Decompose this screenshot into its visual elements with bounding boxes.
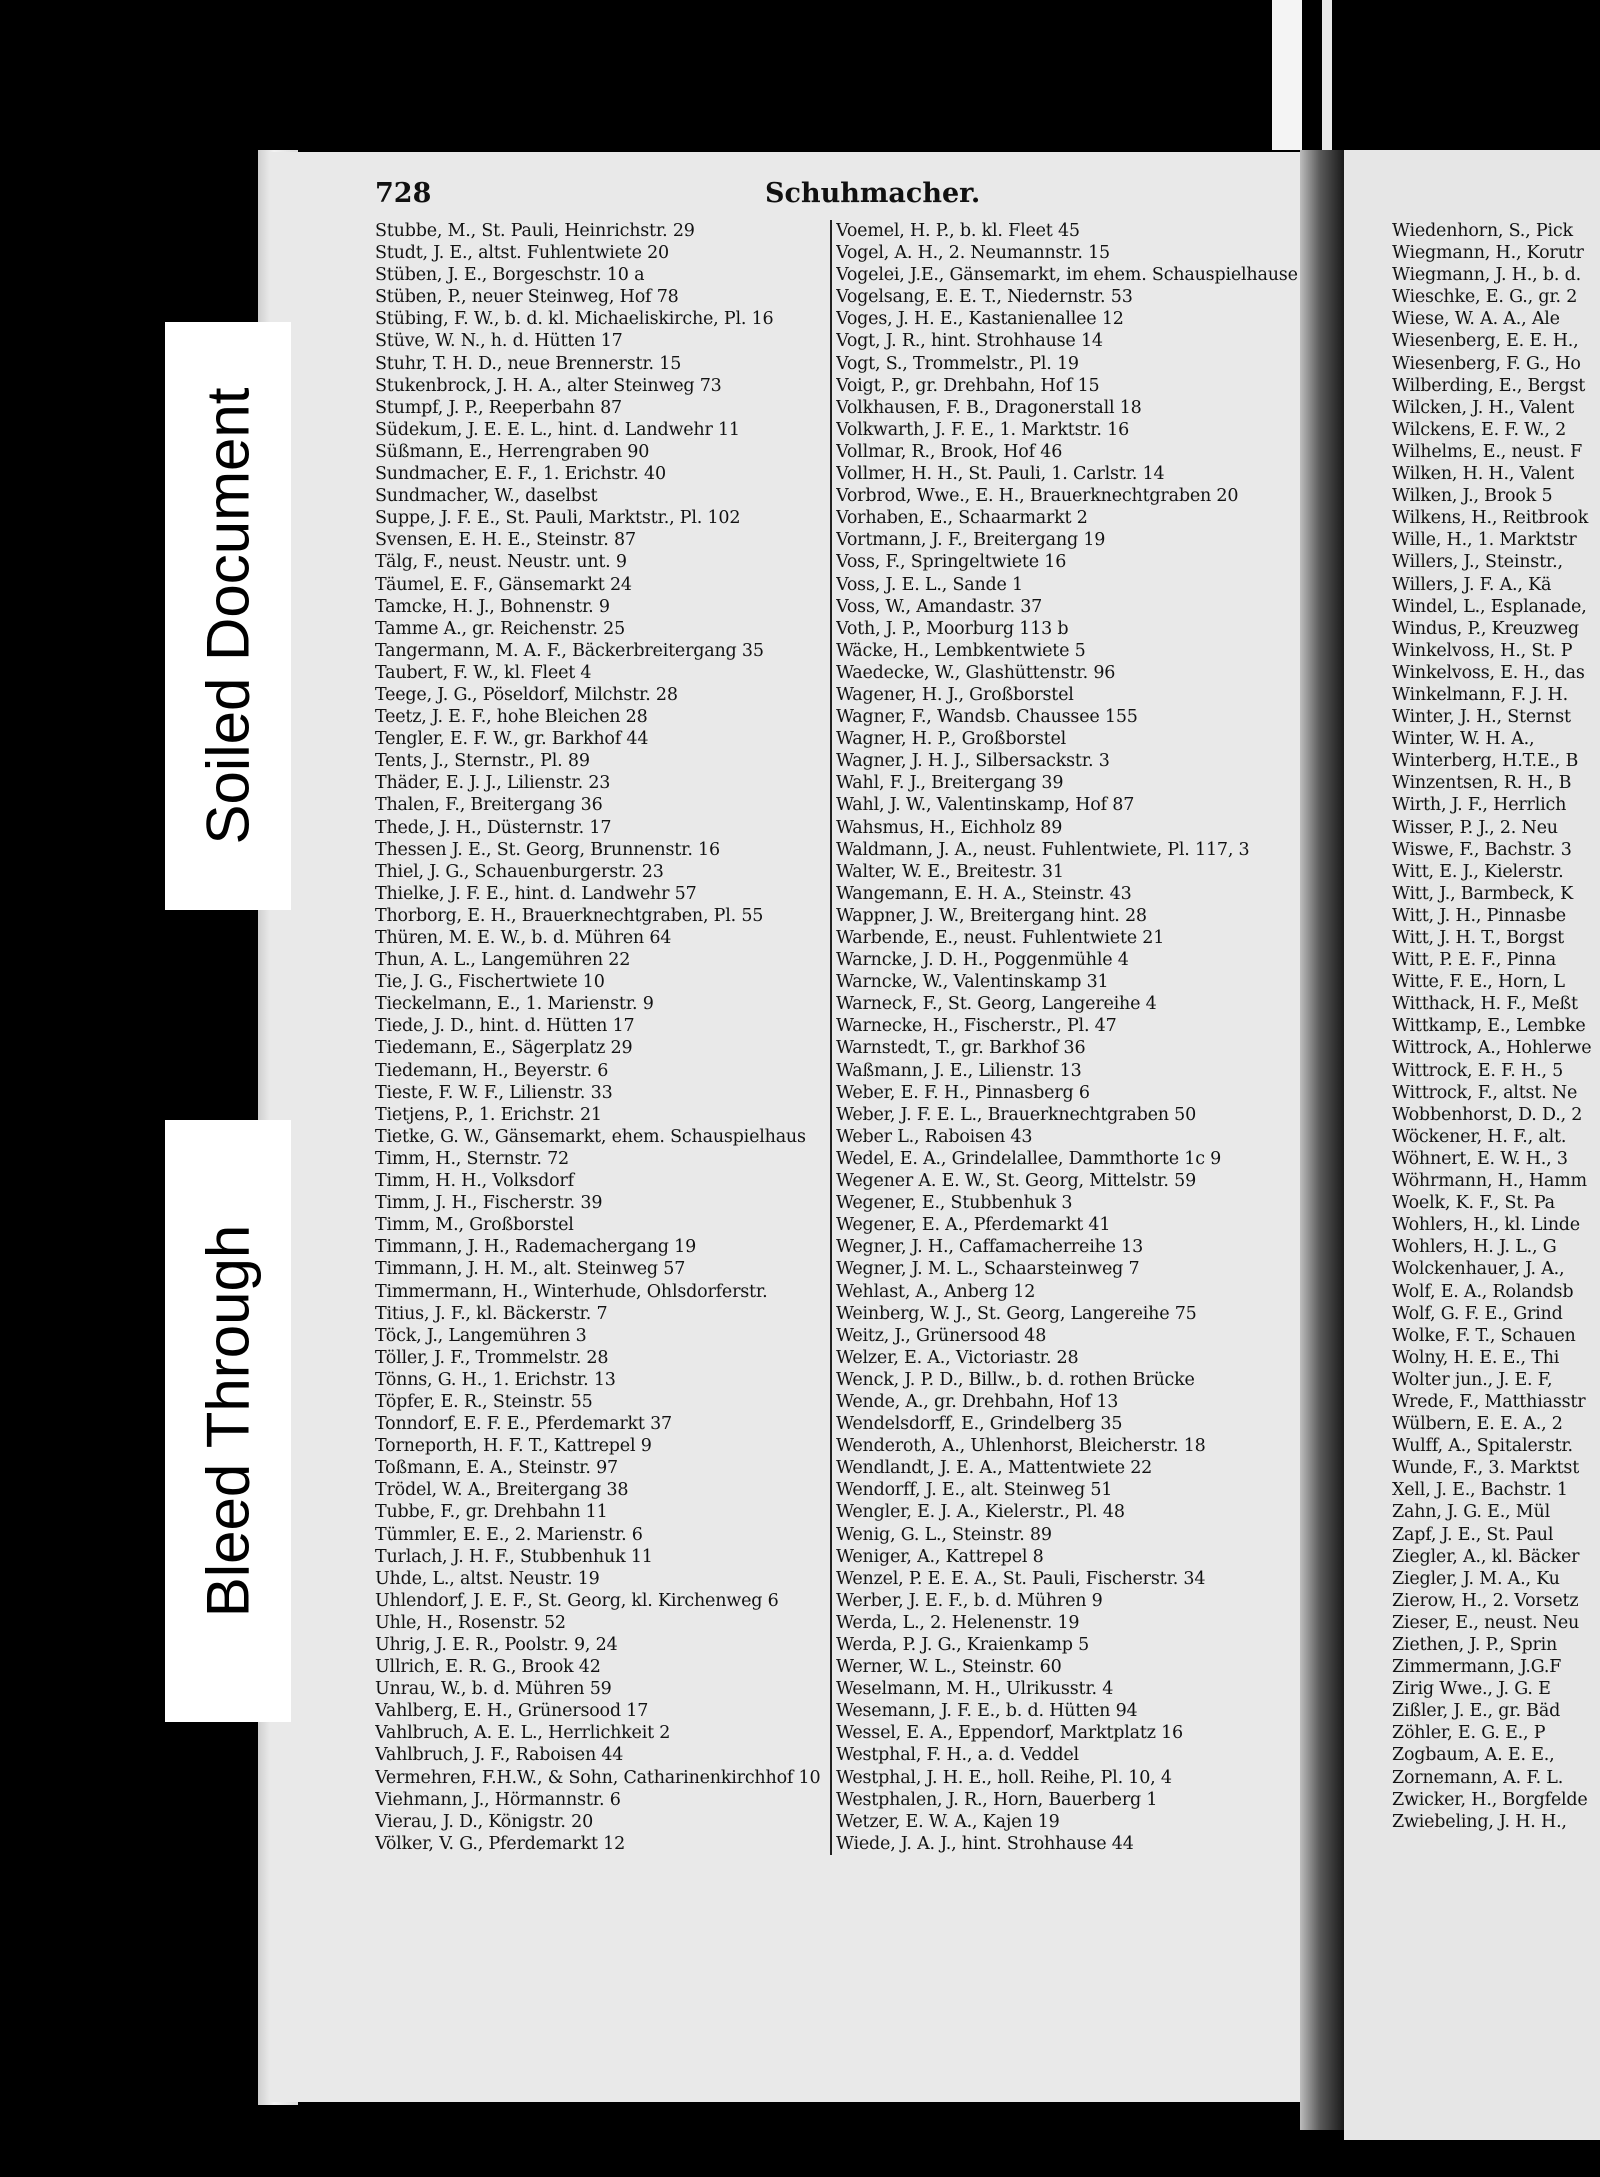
directory-entry: Wendelsdorff, E., Grindelberg 35	[836, 1414, 1123, 1435]
directory-entry: Timm, J. H., Fischerstr. 39	[375, 1193, 603, 1214]
directory-entry: Wolke, F. T., Schauen	[1392, 1325, 1576, 1346]
directory-entry: Vortmann, J. F., Breitergang 19	[836, 530, 1106, 551]
directory-entry: Wieschke, E. G., gr. 2	[1392, 287, 1578, 308]
directory-entry: Wahl, F. J., Breitergang 39	[836, 773, 1064, 794]
book-gutter	[1300, 150, 1344, 2130]
directory-entry: Wendorff, J. E., alt. Steinweg 51	[836, 1480, 1113, 1501]
directory-entry: Vahlbruch, A. E. L., Herrlichkeit 2	[375, 1723, 671, 1744]
directory-entry: Suppe, J. F. E., St. Pauli, Marktstr., Pl. 102	[375, 508, 741, 529]
directory-entry: Willers, J., Steinstr.,	[1392, 552, 1563, 573]
directory-entry: Wagner, H. P., Großborstel	[836, 729, 1067, 750]
directory-entry: Winkelvoss, E. H., das	[1392, 662, 1585, 683]
directory-entry: Vahlbruch, J. F., Raboisen 44	[375, 1745, 624, 1766]
directory-column-right	[1392, 220, 1600, 1833]
directory-entry: Wittrock, E. F. H., 5	[1392, 1060, 1564, 1081]
directory-entry: Zwiebeling, J. H. H.,	[1392, 1811, 1567, 1832]
directory-entry: Warncke, W., Valentinskamp 31	[836, 972, 1109, 993]
directory-entry: Wille, H., 1. Marktstr	[1392, 530, 1577, 551]
directory-entry: Weber, J. F. E. L., Brauerknechtgraben 50	[836, 1104, 1197, 1125]
directory-entry: Uhrig, J. E. R., Poolstr. 9, 24	[375, 1635, 618, 1655]
directory-entry: Tiedemann, E., Sägerplatz 29	[375, 1038, 633, 1059]
directory-entry: Ullrich, E. R. G., Brook 42	[375, 1657, 601, 1678]
directory-entry: Torneporth, H. F. T., Kattrepel 9	[375, 1436, 652, 1457]
directory-entry: Thun, A. L., Langemühren 22	[375, 950, 631, 971]
directory-entry: Weitz, J., Grünersood 48	[836, 1325, 1047, 1346]
directory-entry: Tiede, J. D., hint. d. Hütten 17	[375, 1016, 635, 1037]
directory-entry: Wiegmann, H., Korutr	[1392, 243, 1584, 264]
directory-entry: Witte, F. E., Horn, L	[1392, 972, 1565, 993]
soiled-document-label	[165, 322, 291, 910]
directory-entry: Toßmann, E. A., Steinstr. 97	[375, 1458, 618, 1479]
directory-entry: Zirig Wwe., J. G. E	[1392, 1679, 1551, 1700]
directory-entry: Wessel, E. A., Eppendorf, Marktplatz 16	[836, 1723, 1183, 1744]
directory-entry: Westphal, J. H. E., holl. Reihe, Pl. 10, 4	[836, 1767, 1172, 1788]
directory-entry: Volkwarth, J. F. E., 1. Marktstr. 16	[836, 419, 1130, 440]
directory-entry: Werber, J. E. F., b. d. Mühren 9	[836, 1590, 1103, 1611]
directory-entry: Vogelsang, E. E. T., Niedernstr. 53	[836, 287, 1133, 308]
directory-entry: Witt, J. H., Pinnasbe	[1392, 905, 1566, 926]
directory-entry: Stuhr, T. H. D., neue Brennerstr. 15	[375, 353, 682, 374]
directory-entry: Sundmacher, W., daselbst	[375, 486, 598, 507]
directory-entry: Timm, H., Sternstr. 72	[375, 1148, 569, 1169]
directory-entry: Wedel, E. A., Grindelallee, Dammthorte 1c 9	[836, 1148, 1222, 1169]
directory-entry: Wendlandt, J. E. A., Mattentwiete 22	[836, 1458, 1153, 1479]
directory-entry: Wiesenberg, F. G., Ho	[1392, 353, 1581, 374]
directory-entry: Tönns, G. H., 1. Erichstr. 13	[375, 1369, 616, 1390]
directory-entry: Werda, P. J. G., Kraienkamp 5	[836, 1635, 1090, 1655]
directory-column-middle	[830, 220, 1306, 1855]
directory-entry: Witthack, H. F., Meßt	[1392, 994, 1578, 1015]
directory-entry: Wegener A. E. W., St. Georg, Mittelstr. 59	[836, 1171, 1197, 1192]
directory-entry: Unrau, W., b. d. Mühren 59	[375, 1679, 612, 1700]
directory-entry: Voth, J. P., Moorburg 113 b	[836, 618, 1069, 639]
directory-entry: Wiede, J. A. J., hint. Strohhause 44	[836, 1833, 1134, 1854]
directory-entry: Welzer, E. A., Victoriastr. 28	[836, 1347, 1079, 1368]
directory-entry: Wulff, A., Spitalerstr.	[1392, 1436, 1573, 1457]
directory-entry: Thessen J. E., St. Georg, Brunnenstr. 16	[375, 839, 720, 860]
directory-entry: Xell, J. E., Bachstr. 1	[1392, 1480, 1568, 1501]
directory-entry: Stukenbrock, J. H. A., alter Steinweg 73	[375, 375, 722, 396]
directory-entry: Wiedenhorn, S., Pick	[1392, 221, 1573, 241]
directory-entry: Zimmermann, J.G.F	[1392, 1657, 1562, 1678]
directory-entry: Wobbenhorst, D. D., 2	[1392, 1104, 1583, 1125]
directory-entry: Wittkamp, E., Lembke	[1392, 1016, 1586, 1037]
directory-entry: Wittrock, A., Hohlerwe	[1392, 1038, 1592, 1059]
directory-entry: Woelk, K. F., St. Pa	[1392, 1193, 1555, 1214]
directory-entry: Wenck, J. P. D., Billw., b. d. rothen Brücke	[836, 1369, 1195, 1390]
directory-entry: Wesemann, J. F. E., b. d. Hütten 94	[836, 1701, 1138, 1722]
directory-entry: Stubbe, M., St. Pauli, Heinrichstr. 29	[375, 221, 695, 241]
directory-entry: Zogbaum, A. E. E.,	[1392, 1745, 1555, 1766]
directory-entry: Voges, J. H. E., Kastanienallee 12	[836, 309, 1124, 330]
directory-entry: Thalen, F., Breitergang 36	[375, 795, 603, 816]
page-title: Schuhmacher.	[765, 178, 981, 209]
directory-entry: Witt, P. E. F., Pinna	[1392, 950, 1556, 971]
directory-entry: Wolter jun., J. E. F,	[1392, 1369, 1553, 1390]
directory-entry: Wiesenberg, E. E. H.,	[1392, 331, 1579, 352]
directory-entry: Windel, L., Esplanade,	[1392, 596, 1587, 617]
directory-entry: Werda, L., 2. Helenenstr. 19	[836, 1612, 1080, 1633]
running-head	[375, 178, 1275, 212]
directory-entry: Wengler, E. J. A., Kielerstr., Pl. 48	[836, 1502, 1125, 1523]
directory-entry: Wenderoth, A., Uhlenhorst, Bleicherstr. 18	[836, 1436, 1206, 1457]
directory-entry: Wilken, J., Brook 5	[1392, 486, 1553, 507]
directory-entry: Wegener, E. A., Pferdemarkt 41	[836, 1215, 1111, 1236]
directory-entry: Westphalen, J. R., Horn, Bauerberg 1	[836, 1789, 1158, 1810]
directory-entry: Timmann, J. H., Rademachergang 19	[375, 1237, 697, 1258]
directory-entry: Thorborg, E. H., Brauerknechtgraben, Pl. 55	[375, 905, 764, 926]
directory-entry: Weber L., Raboisen 43	[836, 1126, 1033, 1147]
directory-entry: Wenig, G. L., Steinstr. 89	[836, 1524, 1052, 1545]
directory-entry: Volkhausen, F. B., Dragonerstall 18	[836, 397, 1142, 418]
directory-entry: Waedecke, W., Glashüttenstr. 96	[836, 662, 1116, 683]
directory-entry: Vollmar, R., Brook, Hof 46	[836, 441, 1063, 462]
directory-entry: Südekum, J. E. E. L., hint. d. Landwehr 11	[375, 419, 740, 440]
directory-column-left	[375, 220, 835, 1855]
directory-entry: Winkelvoss, H., St. P	[1392, 640, 1573, 661]
directory-entry: Werner, W. L., Steinstr. 60	[836, 1657, 1062, 1678]
directory-entry: Wegner, J. M. L., Schaarsteinweg 7	[836, 1259, 1140, 1280]
directory-entry: Trödel, W. A., Breitergang 38	[375, 1480, 629, 1501]
directory-entry: Tieckelmann, E., 1. Marienstr. 9	[375, 994, 654, 1015]
directory-entry: Wilken, H. H., Valent	[1392, 464, 1575, 485]
directory-entry: Wisser, P. J., 2. Neu	[1392, 817, 1558, 838]
directory-entry: Thiel, J. G., Schauenburgerstr. 23	[375, 861, 664, 882]
directory-entry: Winter, J. H., Sternst	[1392, 707, 1571, 728]
directory-entry: Wagner, J. H. J., Silbersackstr. 3	[836, 751, 1110, 772]
directory-entry: Süßmann, E., Herrengraben 90	[375, 441, 650, 462]
page-number: 728	[375, 178, 432, 209]
directory-entry: Wenzel, P. E. E. A., St. Pauli, Fischerstr. 34	[836, 1568, 1206, 1589]
page-edge-strip	[1322, 0, 1332, 150]
directory-entry: Wahsmus, H., Eichholz 89	[836, 817, 1063, 838]
directory-entry: Wöhrmann, H., Hamm	[1392, 1171, 1587, 1192]
directory-entry: Willers, J. F. A., Kä	[1392, 574, 1552, 595]
directory-entry: Wolf, G. F. E., Grind	[1392, 1303, 1563, 1324]
directory-entry: Weselmann, M. H., Ulrikusstr. 4	[836, 1679, 1114, 1700]
directory-entry: Weber, E. F. H., Pinnasberg 6	[836, 1082, 1090, 1103]
directory-entry: Wülbern, E. E. A., 2	[1392, 1414, 1563, 1435]
directory-entry: Wiese, W. A. A., Ale	[1392, 309, 1560, 330]
directory-entry: Winkelmann, F. J. H.	[1392, 684, 1568, 705]
directory-entry: Wunde, F., 3. Marktst	[1392, 1458, 1580, 1479]
directory-entry: Töck, J., Langemühren 3	[375, 1325, 587, 1346]
directory-entry: Uhle, H., Rosenstr. 52	[375, 1612, 566, 1633]
directory-entry: Ziegler, J. M. A., Ku	[1392, 1568, 1560, 1589]
directory-entry: Tamcke, H. J., Bohnenstr. 9	[375, 596, 610, 617]
directory-entry: Stüben, P., neuer Steinweg, Hof 78	[375, 287, 679, 308]
directory-entry: Zierow, H., 2. Vorsetz	[1392, 1590, 1579, 1611]
directory-entry: Titius, J. F., kl. Bäckerstr. 7	[375, 1303, 608, 1324]
directory-entry: Tietke, G. W., Gänsemarkt, ehem. Schauspielhaus	[375, 1126, 806, 1147]
directory-entry: Zöhler, E. G. E., P	[1392, 1723, 1546, 1744]
directory-entry: Timmermann, H., Winterhude, Ohlsdorferstr.	[375, 1281, 768, 1302]
directory-entry: Windus, P., Kreuzweg	[1392, 618, 1579, 639]
directory-entry: Studt, J. E., altst. Fuhlentwiete 20	[375, 243, 669, 264]
directory-entry: Witt, J. H. T., Borgst	[1392, 928, 1565, 948]
directory-entry: Sundmacher, E. F., 1. Erichstr. 40	[375, 464, 666, 485]
directory-entry: Warbende, E., neust. Fuhlentwiete 21	[836, 928, 1165, 948]
directory-entry: Vogelei, J.E., Gänsemarkt, im ehem. Schauspielhause	[836, 265, 1298, 286]
directory-entry: Wahl, J. W., Valentinskamp, Hof 87	[836, 795, 1135, 816]
directory-entry: Vogt, J. R., hint. Strohhause 14	[836, 331, 1103, 352]
directory-entry: Wagener, H. J., Großborstel	[836, 684, 1074, 705]
directory-entry: Svensen, E. H. E., Steinstr. 87	[375, 530, 636, 551]
directory-entry: Stübing, F. W., b. d. kl. Michaeliskirche, Pl. 16	[375, 309, 774, 330]
directory-entry: Wöhnert, E. W. H., 3	[1392, 1148, 1568, 1169]
directory-entry: Täumel, E. F., Gänsemarkt 24	[375, 574, 632, 595]
directory-entry: Stüve, W. N., h. d. Hütten 17	[375, 331, 623, 352]
directory-entry: Westphal, F. H., a. d. Veddel	[836, 1745, 1079, 1766]
directory-entry: Winter, W. H. A.,	[1392, 729, 1535, 750]
directory-entry: Zornemann, A. F. L.	[1392, 1767, 1564, 1788]
directory-entry: Taubert, F. W., kl. Fleet 4	[375, 662, 592, 683]
directory-entry: Wohlers, H. J. L., G	[1392, 1237, 1557, 1258]
directory-entry: Völker, V. G., Pferdemarkt 12	[375, 1833, 626, 1854]
directory-entry: Warncke, J. D. H., Poggenmühle 4	[836, 950, 1129, 971]
directory-entry: Witt, J., Barmbeck, K	[1392, 883, 1574, 904]
directory-entry: Tengler, E. F. W., gr. Barkhof 44	[375, 729, 649, 750]
directory-entry: Thüren, M. E. W., b. d. Mühren 64	[375, 928, 672, 948]
directory-entry: Vierau, J. D., Königstr. 20	[375, 1811, 594, 1832]
directory-entry: Tents, J., Sternstr., Pl. 89	[375, 751, 590, 772]
directory-entry: Zißler, J. E., gr. Bäd	[1392, 1701, 1561, 1722]
directory-entry: Weniger, A., Kattrepel 8	[836, 1546, 1044, 1567]
directory-entry: Wangemann, E. H. A., Steinstr. 43	[836, 883, 1132, 904]
directory-entry: Wolf, E. A., Rolandsb	[1392, 1281, 1574, 1302]
directory-entry: Thielke, J. F. E., hint. d. Landwehr 57	[375, 883, 697, 904]
directory-entry: Witt, E. J., Kielerstr.	[1392, 861, 1564, 882]
directory-entry: Voss, J. E. L., Sande 1	[836, 574, 1023, 595]
directory-entry: Wittrock, F., altst. Ne	[1392, 1082, 1578, 1103]
directory-entry: Voss, W., Amandastr. 37	[836, 596, 1043, 617]
directory-entry: Vorbrod, Wwe., E. H., Brauerknechtgraben 20	[836, 486, 1239, 507]
directory-entry: Tangermann, M. A. F., Bäckerbreitergang 35	[375, 640, 764, 661]
directory-entry: Stüben, J. E., Borgeschstr. 10 a	[375, 265, 645, 286]
directory-entry: Stumpf, J. P., Reeperbahn 87	[375, 397, 622, 418]
directory-entry: Töpfer, E. R., Steinstr. 55	[375, 1391, 593, 1412]
directory-entry: Wolckenhauer, J. A.,	[1392, 1259, 1565, 1280]
directory-entry: Waldmann, J. A., neust. Fuhlentwiete, Pl. 117, 3	[836, 839, 1250, 860]
directory-entry: Wegener, E., Stubbenhuk 3	[836, 1193, 1073, 1214]
directory-entry: Tamme A., gr. Reichenstr. 25	[375, 618, 626, 639]
directory-entry: Wegner, J. H., Caffamacherreihe 13	[836, 1237, 1144, 1258]
directory-entry: Teetz, J. E. F., hohe Bleichen 28	[375, 707, 648, 728]
directory-entry: Thede, J. H., Düsternstr. 17	[375, 817, 612, 838]
directory-entry: Tie, J. G., Fischertwiete 10	[375, 972, 605, 993]
directory-entry: Timm, M., Großborstel	[375, 1215, 574, 1236]
directory-entry: Zapf, J. E., St. Paul	[1392, 1524, 1554, 1545]
directory-entry: Tubbe, F., gr. Drehbahn 11	[375, 1502, 608, 1523]
bleed-through-label	[165, 1120, 291, 1722]
directory-entry: Wrede, F., Matthiasstr	[1392, 1391, 1586, 1412]
directory-entry: Zieser, E., neust. Neu	[1392, 1612, 1580, 1633]
directory-entry: Zwicker, H., Borgfelde	[1392, 1789, 1588, 1810]
directory-entry: Vogel, A. H., 2. Neumannstr. 15	[836, 243, 1110, 264]
directory-entry: Wappner, J. W., Breitergang hint. 28	[836, 905, 1147, 926]
directory-entry: Vollmer, H. H., St. Pauli, 1. Carlstr. 14	[836, 464, 1165, 485]
directory-entry: Weinberg, W. J., St. Georg, Langereihe 75	[836, 1303, 1197, 1324]
directory-entry: Winzentsen, R. H., B	[1392, 773, 1572, 794]
directory-entry: Ziegler, A., kl. Bäcker	[1392, 1546, 1580, 1567]
directory-entry: Wilberding, E., Bergst	[1392, 375, 1586, 396]
directory-entry: Vorhaben, E., Schaarmarkt 2	[836, 508, 1088, 529]
directory-entry: Timmann, J. H. M., alt. Steinweg 57	[375, 1259, 686, 1280]
directory-entry: Warneck, F., St. Georg, Langereihe 4	[836, 994, 1157, 1015]
directory-entry: Uhde, L., altst. Neustr. 19	[375, 1568, 600, 1589]
directory-entry: Tümmler, E. E., 2. Marienstr. 6	[375, 1524, 643, 1545]
directory-entry: Wohlers, H., kl. Linde	[1392, 1215, 1580, 1236]
directory-entry: Warnecke, H., Fischerstr., Pl. 47	[836, 1016, 1117, 1037]
bleed-through-text: Bleed Through	[194, 1224, 262, 1618]
directory-entry: Wilkens, H., Reitbrook	[1392, 508, 1589, 529]
soiled-document-text: Soiled Document	[194, 387, 262, 845]
directory-entry: Teege, J. G., Pöseldorf, Milchstr. 28	[375, 684, 678, 705]
directory-entry: Wilcken, J. H., Valent	[1392, 397, 1575, 418]
directory-entry: Waßmann, J. E., Lilienstr. 13	[836, 1060, 1082, 1081]
directory-entry: Tiedemann, H., Beyerstr. 6	[375, 1060, 609, 1081]
directory-entry: Tälg, F., neust. Neustr. unt. 9	[375, 552, 627, 573]
directory-entry: Tieste, F. W. F., Lilienstr. 33	[375, 1082, 613, 1103]
page-edge-strip	[1272, 0, 1302, 150]
directory-entry: Tietjens, P., 1. Erichstr. 21	[375, 1104, 602, 1125]
directory-entry: Vogt, S., Trommelstr., Pl. 19	[836, 353, 1079, 374]
directory-entry: Wehlast, A., Anberg 12	[836, 1281, 1036, 1302]
directory-entry: Wiswe, F., Bachstr. 3	[1392, 839, 1572, 860]
directory-entry: Wiegmann, J. H., b. d.	[1392, 265, 1581, 286]
directory-entry: Wirth, J. F., Herrlich	[1392, 795, 1567, 816]
directory-entry: Zahn, J. G. E., Mül	[1392, 1502, 1550, 1523]
directory-entry: Wolny, H. E. E., Thi	[1392, 1347, 1560, 1368]
directory-entry: Timm, H. H., Volksdorf	[375, 1171, 574, 1192]
directory-entry: Viehmann, J., Hörmannstr. 6	[375, 1789, 621, 1810]
directory-entry: Voigt, P., gr. Drehbahn, Hof 15	[836, 375, 1100, 396]
directory-entry: Wilhelms, E., neust. F	[1392, 441, 1583, 462]
directory-entry: Wetzer, E. W. A., Kajen 19	[836, 1811, 1060, 1832]
directory-entry: Wöckener, H. F., alt.	[1392, 1126, 1567, 1147]
directory-entry: Turlach, J. H. F., Stubbenhuk 11	[375, 1546, 653, 1567]
directory-entry: Wende, A., gr. Drehbahn, Hof 13	[836, 1391, 1119, 1412]
directory-entry: Tonndorf, E. F. E., Pferdemarkt 37	[375, 1414, 672, 1435]
directory-entry: Walter, W. E., Breitestr. 31	[836, 861, 1064, 882]
directory-entry: Wäcke, H., Lembkentwiete 5	[836, 640, 1086, 661]
directory-entry: Ziethen, J. P., Sprin	[1392, 1635, 1558, 1655]
directory-entry: Wagner, F., Wandsb. Chaussee 155	[836, 707, 1138, 728]
directory-entry: Voss, F., Springeltwiete 16	[836, 552, 1067, 573]
directory-entry: Warnstedt, T., gr. Barkhof 36	[836, 1038, 1086, 1059]
directory-entry: Uhlendorf, J. E. F., St. Georg, kl. Kirchenweg 6	[375, 1590, 779, 1611]
directory-entry: Wilckens, E. F. W., 2	[1392, 419, 1567, 440]
directory-entry: Vahlberg, E. H., Grünersood 17	[375, 1701, 649, 1722]
directory-entry: Thäder, E. J. J., Lilienstr. 23	[375, 773, 611, 794]
directory-entry: Vermehren, F.H.W., & Sohn, Catharinenkirchhof 10	[375, 1767, 821, 1788]
directory-entry: Voemel, H. P., b. kl. Fleet 45	[836, 221, 1080, 241]
directory-entry: Winterberg, H.T.E., B	[1392, 751, 1579, 772]
directory-entry: Töller, J. F., Trommelstr. 28	[375, 1347, 609, 1368]
